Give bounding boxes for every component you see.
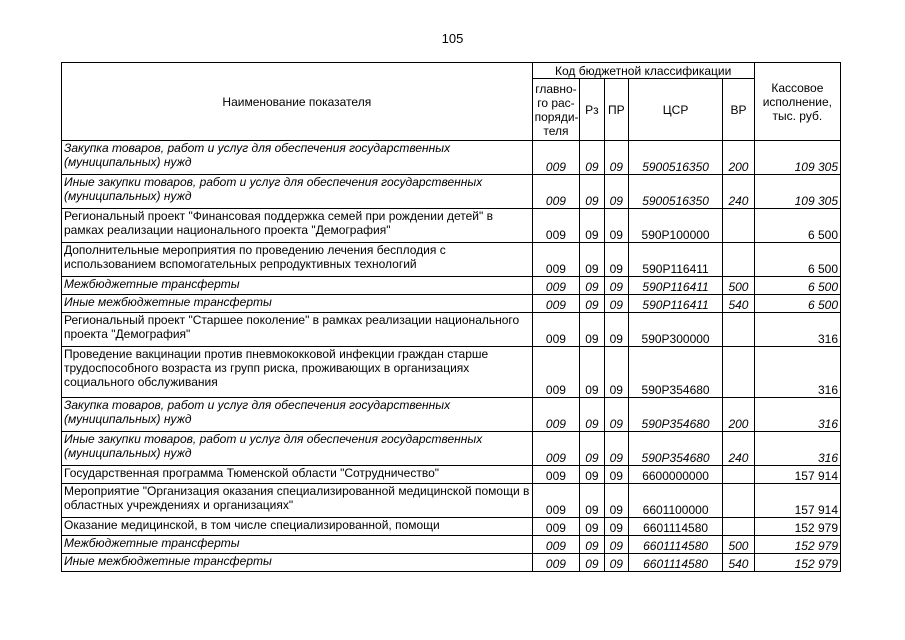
- cell-pr: 09: [604, 243, 628, 277]
- cell-name: Межбюджетные трансферты: [62, 536, 533, 554]
- cell-csr: 5900516350: [628, 175, 722, 209]
- table-row: [62, 554, 841, 572]
- table-row: [62, 466, 841, 484]
- cell-admin: 009: [532, 243, 580, 277]
- cell-amount: 152 979: [754, 518, 840, 536]
- cell-vr: 540: [723, 295, 754, 313]
- cell-vr: [723, 466, 754, 484]
- cell-csr: 590Р354680: [628, 398, 722, 432]
- header-pr: ПР: [604, 79, 628, 141]
- cell-rz: 09: [580, 484, 604, 518]
- cell-vr: [723, 484, 754, 518]
- table-row: [62, 141, 841, 175]
- cell-amount: 6 500: [754, 243, 840, 277]
- table-row: [62, 243, 841, 277]
- table-row: [62, 398, 841, 432]
- cell-pr: 09: [604, 313, 628, 347]
- cell-amount: 152 979: [754, 536, 840, 554]
- cell-vr: 200: [723, 141, 754, 175]
- cell-pr: 09: [604, 398, 628, 432]
- cell-admin: 009: [532, 466, 580, 484]
- cell-rz: 09: [580, 243, 604, 277]
- cell-rz: 09: [580, 518, 604, 536]
- cell-pr: 09: [604, 347, 628, 398]
- cell-csr: 590Р116411: [628, 277, 722, 295]
- cell-vr: [723, 209, 754, 243]
- cell-csr: 6601114580: [628, 554, 722, 572]
- table-row: [62, 175, 841, 209]
- cell-amount: 157 914: [754, 466, 840, 484]
- cell-amount: 316: [754, 398, 840, 432]
- header-admin: главно-го рас-поряди-теля: [532, 79, 580, 141]
- cell-name: Закупка товаров, работ и услуг для обеспечения государственных (муниципальных) нужд: [62, 141, 533, 175]
- cell-rz: 09: [580, 141, 604, 175]
- header-csr: ЦСР: [628, 79, 722, 141]
- table-row: [62, 209, 841, 243]
- cell-csr: 6601114580: [628, 518, 722, 536]
- cell-rz: 09: [580, 536, 604, 554]
- cell-name: Проведение вакцинации против пневмококковой инфекции граждан старше трудоспособного возраста из групп риска, проживающих в организациях социального обслуживания: [62, 347, 533, 398]
- cell-pr: 09: [604, 277, 628, 295]
- table-row: [62, 484, 841, 518]
- cell-name: Иные межбюджетные трансферты: [62, 295, 533, 313]
- table-row: [62, 347, 841, 398]
- cell-pr: 09: [604, 141, 628, 175]
- cell-rz: 09: [580, 295, 604, 313]
- cell-pr: 09: [604, 466, 628, 484]
- table-row: [62, 432, 841, 466]
- table-body: [62, 141, 841, 572]
- table-row: [62, 518, 841, 536]
- cell-rz: 09: [580, 398, 604, 432]
- cell-vr: 240: [723, 175, 754, 209]
- cell-amount: 6 500: [754, 295, 840, 313]
- cell-rz: 09: [580, 209, 604, 243]
- cell-name: Региональный проект "Финансовая поддержка семей при рождении детей" в рамках реализации национального проекта "Демография": [62, 209, 533, 243]
- cell-amount: 157 914: [754, 484, 840, 518]
- cell-vr: 200: [723, 398, 754, 432]
- cell-name: Государственная программа Тюменской области "Сотрудничество": [62, 466, 533, 484]
- cell-csr: 590Р354680: [628, 347, 722, 398]
- cell-admin: 009: [532, 295, 580, 313]
- cell-pr: 09: [604, 484, 628, 518]
- cell-amount: 6 500: [754, 277, 840, 295]
- cell-csr: 590Р300000: [628, 313, 722, 347]
- cell-rz: 09: [580, 313, 604, 347]
- cell-rz: 09: [580, 554, 604, 572]
- cell-csr: 6601114580: [628, 536, 722, 554]
- cell-pr: 09: [604, 554, 628, 572]
- cell-name: Межбюджетные трансферты: [62, 277, 533, 295]
- cell-pr: 09: [604, 518, 628, 536]
- header-name: Наименование показателя: [62, 63, 533, 141]
- cell-rz: 09: [580, 175, 604, 209]
- cell-name: Мероприятие "Организация оказания специализированной медицинской помощи в областных учреждениях и организациях": [62, 484, 533, 518]
- cell-vr: 240: [723, 432, 754, 466]
- table-row: [62, 536, 841, 554]
- table-row: [62, 313, 841, 347]
- header-rz: Рз: [580, 79, 604, 141]
- cell-vr: 500: [723, 277, 754, 295]
- table-header: [62, 63, 841, 141]
- header-vr: ВР: [723, 79, 754, 141]
- cell-csr: 590Р116411: [628, 295, 722, 313]
- table-row: [62, 277, 841, 295]
- cell-name: Иные межбюджетные трансферты: [62, 554, 533, 572]
- cell-pr: 09: [604, 295, 628, 313]
- cell-admin: 009: [532, 554, 580, 572]
- cell-admin: 009: [532, 398, 580, 432]
- cell-rz: 09: [580, 347, 604, 398]
- cell-vr: 500: [723, 536, 754, 554]
- cell-name: Иные закупки товаров, работ и услуг для обеспечения государственных (муниципальных) нужд: [62, 432, 533, 466]
- cell-name: Дополнительные мероприятия по проведению лечения бесплодия с использованием вспомогательных репродуктивных технологий: [62, 243, 533, 277]
- cell-pr: 09: [604, 536, 628, 554]
- cell-admin: 009: [532, 484, 580, 518]
- cell-pr: 09: [604, 209, 628, 243]
- cell-rz: 09: [580, 432, 604, 466]
- cell-admin: 009: [532, 518, 580, 536]
- cell-admin: 009: [532, 277, 580, 295]
- cell-amount: 316: [754, 347, 840, 398]
- cell-pr: 09: [604, 175, 628, 209]
- budget-execution-table: [61, 62, 841, 572]
- cell-amount: 152 979: [754, 554, 840, 572]
- page-number: 105: [441, 31, 464, 46]
- cell-name: Оказание медицинской, в том числе специализированной, помощи: [62, 518, 533, 536]
- cell-amount: 109 305: [754, 141, 840, 175]
- cell-vr: 540: [723, 554, 754, 572]
- cell-csr: 6600000000: [628, 466, 722, 484]
- cell-admin: 009: [532, 141, 580, 175]
- cell-vr: [723, 347, 754, 398]
- cell-csr: 590Р100000: [628, 209, 722, 243]
- cell-name: Региональный проект "Старшее поколение" в рамках реализации национального проекта "Демография": [62, 313, 533, 347]
- cell-csr: 590Р354680: [628, 432, 722, 466]
- cell-rz: 09: [580, 466, 604, 484]
- cell-amount: 6 500: [754, 209, 840, 243]
- cell-vr: [723, 518, 754, 536]
- cell-csr: 6601100000: [628, 484, 722, 518]
- cell-amount: 316: [754, 313, 840, 347]
- cell-csr: 590Р116411: [628, 243, 722, 277]
- cell-admin: 009: [532, 432, 580, 466]
- header-execution: Кассовое исполнение, тыс. руб.: [754, 63, 840, 141]
- cell-name: Иные закупки товаров, работ и услуг для обеспечения государственных (муниципальных) нужд: [62, 175, 533, 209]
- cell-admin: 009: [532, 209, 580, 243]
- cell-admin: 009: [532, 347, 580, 398]
- cell-csr: 5900516350: [628, 141, 722, 175]
- cell-amount: 109 305: [754, 175, 840, 209]
- cell-admin: 009: [532, 313, 580, 347]
- cell-admin: 009: [532, 175, 580, 209]
- cell-vr: [723, 243, 754, 277]
- cell-amount: 316: [754, 432, 840, 466]
- cell-admin: 009: [532, 536, 580, 554]
- cell-pr: 09: [604, 432, 628, 466]
- header-kbk: Код бюджетной классификации: [532, 63, 754, 79]
- cell-name: Закупка товаров, работ и услуг для обеспечения государственных (муниципальных) нужд: [62, 398, 533, 432]
- cell-vr: [723, 313, 754, 347]
- table-row: [62, 295, 841, 313]
- cell-rz: 09: [580, 277, 604, 295]
